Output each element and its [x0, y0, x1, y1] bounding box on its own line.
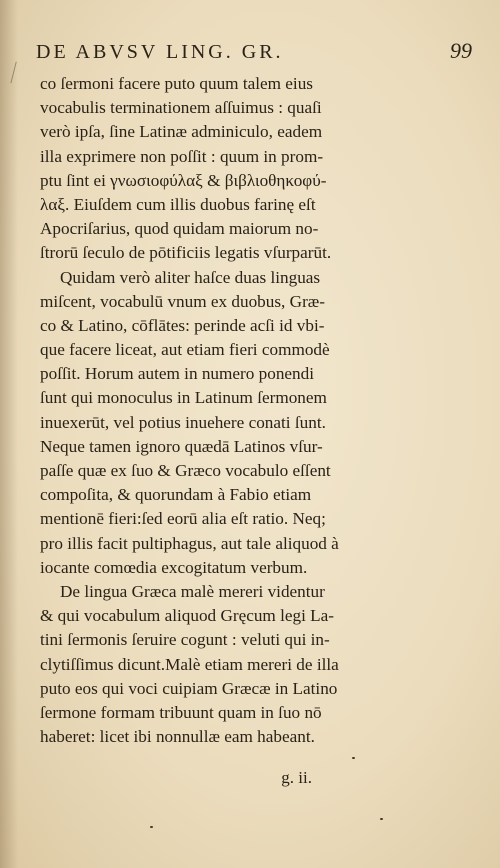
ink-speck [150, 826, 153, 828]
text-line: verò ipſa, ſine Latinæ adminiculo, eadem [40, 122, 323, 142]
text-line: ptu ſint ei γνωσιοφύλαξ & βιβλιοθηκοφύ- [40, 170, 327, 190]
text-line: iocante comœdia excogitatum verbum. [40, 557, 308, 577]
text-line: puto eos qui voci cuipiam Græcæ in Latino [40, 678, 338, 698]
text-line: co ſermoni facere puto quum talem eius [40, 74, 313, 93]
text-line: miſcent, vocabulū vnum ex duobus, Græ- [40, 291, 325, 311]
text-line: Apocriſarius, quod quidam maiorum no- [40, 219, 319, 239]
text-line: & qui vocabulum aliquod Gręcum legi La- [40, 606, 335, 626]
signature-mark: g. ii. [281, 768, 312, 787]
text-line: pro illis facit pultiphagus, aut tale aliquod à [40, 533, 339, 553]
running-header [36, 38, 476, 68]
text-line: ſunt qui monoculus in Latinum ſermonem [40, 388, 327, 408]
text-line: co & Latino, cōflātes: perinde acſi id vbi- [40, 315, 325, 335]
text-line: tini ſermonis ſeruire cogunt : veluti qui in- [40, 630, 330, 650]
text-line: illa exprimere non poſſit : quum in prom- [40, 146, 324, 166]
ink-speck [380, 818, 383, 820]
text-line: inuexerūt, vel potius inuehere conati ſunt. [40, 412, 326, 432]
text-line: ſtrorū ſeculo de pōtificiis legatis vſurparūt. [40, 243, 332, 263]
text-line: De lingua Græca malè mereri videntur [60, 581, 325, 601]
running-title: DE ABVSV LING. GR. [36, 41, 284, 63]
text-line: poſſit. Horum autem in numero ponendi [40, 364, 315, 384]
text-line: λαξ. Eiuſdem cum illis duobus farinę eſt [40, 194, 316, 214]
text-line: haberet: licet ibi nonnullæ eam habeant. [40, 727, 315, 747]
text-line: Quidam verò aliter haſce duas linguas [60, 267, 321, 287]
text-line: que facere liceat, aut etiam fieri commodè [40, 340, 330, 360]
text-line: ſermone formam tribuunt quam in ſuo nō [40, 702, 322, 722]
text-line: clytiſſimus dicunt.Malè etiam mereri de illa [40, 654, 339, 674]
text-line: compoſita, & quorundam à Fabio etiam [40, 485, 312, 505]
body-text [40, 72, 476, 749]
text-line: Neque tamen ignoro quædā Latinos vſur- [40, 436, 323, 456]
text-line: paſſe quæ ex ſuo & Græco vocabulo eſſent [40, 461, 331, 480]
gutter-shadow [0, 0, 18, 868]
page-number: 99 [450, 38, 472, 63]
text-line: mentionē fieri:ſed eorū alia eſt ratio. Neq; [40, 509, 326, 529]
ink-speck [352, 757, 355, 759]
text-line: vocabulis terminationem aſſuimus : quaſi [40, 98, 322, 118]
